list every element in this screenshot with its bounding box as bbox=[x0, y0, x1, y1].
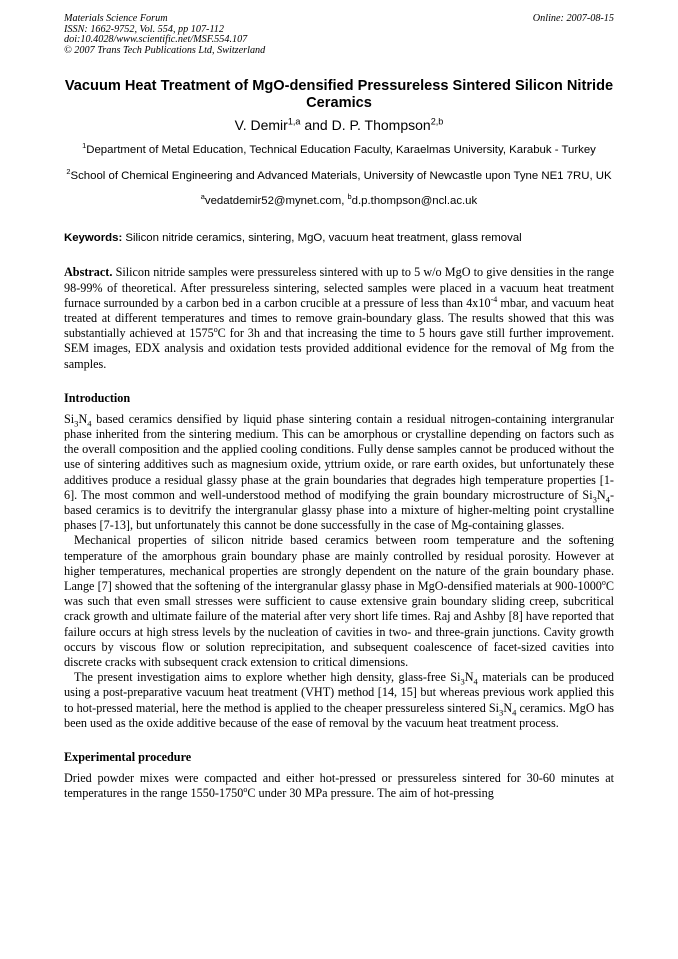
abstract-sup-2: o bbox=[213, 325, 218, 335]
issn: ISSN: 1662-9752, Vol. 554, pp 107-112 bbox=[64, 23, 224, 35]
text-run: Si bbox=[64, 411, 75, 426]
abstract bbox=[64, 265, 614, 371]
text-run: Dried powder mixes were compacted and either hot-pressed or pressureless sintered for 30-60 minutes at temperatures in the range 1550-1750 bbox=[64, 771, 614, 801]
text-run: C under 30 MPa pressure. The aim of hot-pressing bbox=[247, 786, 494, 801]
experimental-heading: Experimental procedure bbox=[64, 750, 192, 765]
subscript: 3 bbox=[499, 707, 504, 718]
abstract-text-3: C for 3h and that increasing the time to 5 hours gave still further improvement. SEM images, EDX analysis and oxidation tests provided additional evidence for the removal of Mg from the samples. bbox=[64, 326, 614, 371]
subscript: 3 bbox=[460, 676, 465, 687]
text-run: N bbox=[78, 411, 88, 426]
subscript: 3 bbox=[592, 494, 597, 505]
intro-paragraph-1 bbox=[64, 412, 614, 534]
text-run: ceramics. MgO has been used as the oxide additive because of the ease of removal by the vacuum heat treatment process. bbox=[64, 700, 614, 730]
doi: doi:10.4028/www.scientific.net/MSF.554.107 bbox=[64, 34, 248, 46]
affiliation-1 bbox=[64, 143, 614, 158]
author-2-sup: 2,b bbox=[430, 116, 444, 127]
author-and: and bbox=[300, 117, 332, 134]
affiliation-1-sup: 1 bbox=[82, 141, 87, 151]
online-date: Online: 2007-08-15 bbox=[532, 13, 614, 24]
email-a-sup: a bbox=[200, 192, 205, 202]
text-run: C was such that even small stresses were sufficient to cause extensive grain boundary sliding creep, subcritical crack growth and ultimate failure of the material after very short life times. Raj and Ashby [8] have reported that failure occurs at high stress levels by the nucleation of cavities in two- and three-grain junctions. Cavity growth occurs by viscous flow or solution reprecipitation, and subsequent coalescence of facet-sized cavities into discrete cracks with subsequent crack extension to critical dimensions. bbox=[64, 579, 614, 670]
text-run: N bbox=[503, 700, 513, 715]
text-run: The present investigation aims to explore whether high density, glass-free Si bbox=[74, 670, 461, 685]
experimental-paragraph-1 bbox=[64, 771, 614, 801]
email-a[interactable]: vedatdemir52@mynet.com bbox=[204, 195, 342, 208]
abstract-text-2: mbar, and vacuum heat treated at different temperatures and times to remove grain-boundary glass. The results showed that this was substantially achieved at 1575 bbox=[64, 295, 615, 341]
affiliation-1-text: Department of Metal Education, Technical Education Faculty, Karaelmas University, Karabuk - Turkey bbox=[86, 144, 596, 157]
copyright: © 2007 Trans Tech Publications Ltd, Switzerland bbox=[64, 44, 266, 56]
keywords-text: Silicon nitride ceramics, sintering, MgO, vacuum heat treatment, glass removal bbox=[122, 232, 522, 245]
affiliation-2-text: School of Chemical Engineering and Advanced Materials, University of Newcastle upon Tyne NE1 7RU, UK bbox=[70, 170, 612, 183]
author-1: V. Demir bbox=[234, 117, 288, 134]
introduction-heading: Introduction bbox=[64, 390, 131, 405]
paper-title: Vacuum Heat Treatment of MgO-densified Pressureless Sintered Silicon Nitride Ceramics bbox=[64, 78, 614, 112]
abstract-text-1: Silicon nitride samples were pressureless sintered with up to 5 w/o MgO to give densities in the range 98-99% of theoretical. After pressureless sintering, selected samples were placed in a vacuum heat treatment furnace surrounded by a carbon bed in a carbon crucible at a pressure of less than 4x10 bbox=[64, 265, 614, 310]
text-run: -based ceramics is to devitrify the intergranular glassy phase into a mixture of higher-melting point crystalline phases [7-13], but unfortunately this cannot be done successfully in the case of Mg-containing glasses. bbox=[64, 487, 614, 533]
text-run: Mechanical properties of silicon nitride based ceramics between room temperature and the softening temperature of the amorphous grain boundary phase are mainly controlled by residual porosity. However at higher temperatures, mechanical properties are strongly dependent on the nature of the grain boundary phase. Lange [7] showed that the softening of the intergranular glassy phase in MgO-densified materials at 900-1000 bbox=[64, 533, 614, 594]
subscript: 4 bbox=[605, 494, 610, 505]
email-b[interactable]: d.p.thompson@ncl.ac.uk bbox=[351, 195, 478, 208]
superscript: o bbox=[243, 785, 248, 795]
keywords bbox=[64, 231, 614, 245]
email-b-sup: b bbox=[347, 192, 352, 202]
superscript: o bbox=[601, 577, 606, 587]
email-line bbox=[64, 194, 614, 208]
paper-page bbox=[64, 14, 614, 801]
subscript: 4 bbox=[512, 707, 517, 718]
author-2: D. P. Thompson bbox=[331, 117, 431, 134]
text-run: N bbox=[464, 670, 474, 685]
subscript: 4 bbox=[87, 418, 92, 429]
text-run: based ceramics densified by liquid phase sintering contain a residual nitrogen-containing intergranular phase inherited from the sintering medium. This can be amorphous or crystalline depending on factors such as the overall composition and the applied cooling conditions. Fully dense samples cannot be produced without the use of sintering additives such as magnesium oxide, yttrium oxide, or rare earth oxides, but unfortunately these additives produce a residual glassy phase at the grain boundaries that degrades high temperature properties [1-6]. The most common and well-understood method of modifying the grain boundary microstructure of Si bbox=[64, 411, 614, 502]
text-run: N bbox=[596, 487, 606, 502]
author-list bbox=[64, 117, 614, 134]
intro-paragraph-2 bbox=[64, 533, 614, 670]
email-sep: , bbox=[341, 195, 348, 208]
author-1-sup: 1,a bbox=[287, 116, 301, 127]
abstract-sup-1: -4 bbox=[490, 294, 498, 304]
text-run: materials can be produced using a post-preparative vacuum heat treatment (VHT) method [14, 15] but whereas previous work applied this to hot-pressed material, here the method is applied to the cheaper pressureless sintered Si bbox=[64, 670, 615, 715]
subscript: 3 bbox=[74, 418, 79, 429]
running-header bbox=[64, 14, 614, 56]
subscript: 4 bbox=[473, 676, 478, 687]
affiliation-2 bbox=[64, 169, 614, 184]
affiliation-2-sup: 2 bbox=[66, 167, 71, 177]
journal-name: Materials Science Forum bbox=[64, 13, 168, 24]
keywords-label: Keywords: bbox=[64, 232, 123, 245]
abstract-label: Abstract. bbox=[64, 265, 113, 280]
intro-paragraph-3 bbox=[64, 670, 614, 731]
